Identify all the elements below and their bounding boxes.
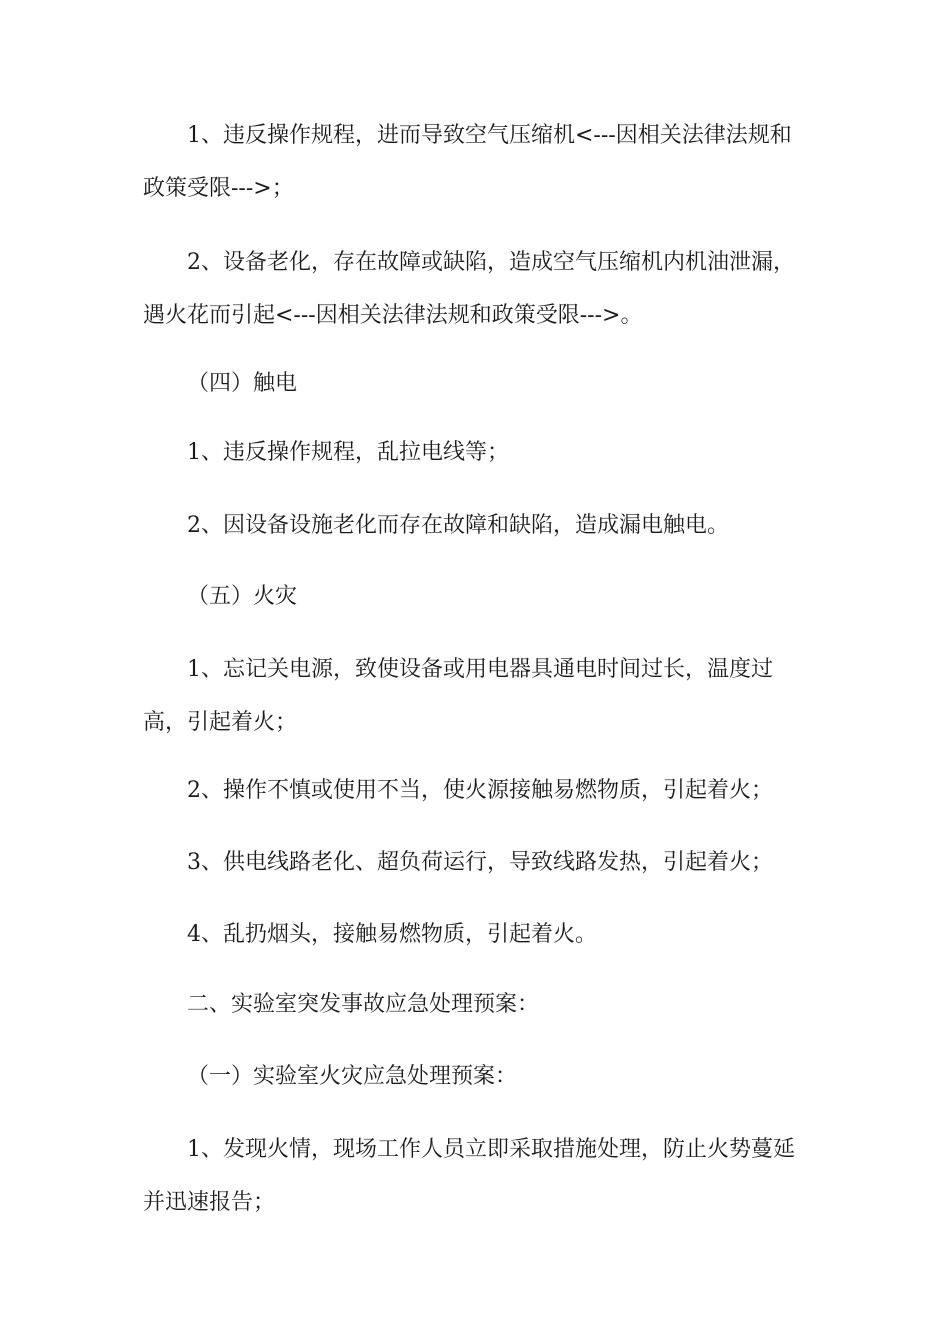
paragraph-shock-rule-violation: 1、违反操作规程，乱拉电线等； — [187, 440, 509, 465]
paragraph-shock-equipment-aging: 2、因设备设施老化而存在故障和缺陷，造成漏电触电。 — [187, 513, 729, 538]
paragraph-fire-careless-operation: 2、操作不慎或使用不当，使火源接触易燃物质，引起着火； — [187, 778, 773, 803]
paragraph-fire-power-left-on: 1、忘记关电源，致使设备或用电器具通电时间过长，温度过高，引起着火； — [143, 657, 773, 735]
heading-lab-emergency-plan: 二、实验室突发事故应急处理预案： — [187, 992, 540, 1017]
heading-lab-fire-plan: （一）实验室火灾应急处理预案： — [187, 1064, 518, 1089]
paragraph-compressor-rule-violation: 1、违反操作规程，进而导致空气压缩机<---因相关法律法规和政策受限--->； — [143, 123, 792, 201]
paragraph-fire-discovery-response: 1、发现火情，现场工作人员立即采取措施处理，防止火势蔓延并迅速报告； — [143, 1137, 795, 1215]
paragraph-fire-wiring-overload: 3、供电线路老化、超负荷运行，导致线路发热，引起着火； — [187, 850, 773, 875]
heading-electric-shock: （四）触电 — [187, 371, 298, 396]
heading-fire: （五）火灾 — [187, 584, 298, 609]
paragraph-equipment-aging-oil-leak: 2、设备老化，存在故障或缺陷，造成空气压缩机内机油泄漏，遇火花而引起<---因相关法律法规和政策受限--->。 — [143, 250, 795, 328]
paragraph-fire-cigarette: 4、乱扔烟头，接触易燃物质，引起着火。 — [187, 922, 597, 947]
